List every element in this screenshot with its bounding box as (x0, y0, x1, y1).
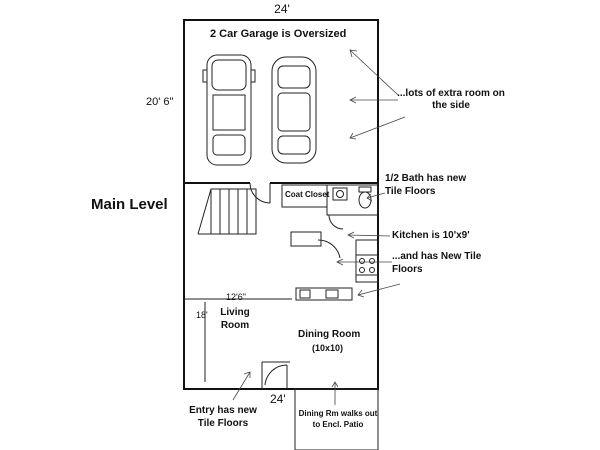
living-room-label: Living Room (220, 307, 250, 331)
kitchen-size-note: Kitchen is 10'x9' (392, 230, 470, 241)
car-icon (203, 55, 255, 165)
sink-icon (326, 290, 338, 298)
door-swing-icon (329, 215, 343, 229)
stove-icon (356, 255, 378, 275)
coat-closet-label: Coat Closet (285, 190, 330, 199)
kitchen-tile-note: ...and has New Tile Floors (392, 251, 482, 275)
stairs-icon (198, 189, 256, 234)
door-swing-icon (250, 183, 270, 203)
level-title: Main Level (91, 196, 168, 213)
kitchen-island (291, 232, 321, 246)
garage-depth-label: 20' 6" (146, 96, 174, 108)
car-icon (272, 57, 316, 163)
living-depth-label: 18' (196, 310, 208, 320)
dining-walks-note: Dining Rm walks out to Encl. Patio (298, 409, 378, 429)
living-width-label: 12'6" (226, 292, 246, 302)
sink-icon (333, 188, 347, 200)
sink-icon (300, 290, 310, 298)
bottom-width-label: 24' (270, 392, 286, 406)
half-bath-note: 1/2 Bath has new Tile Floors (385, 173, 467, 197)
top-width-label: 24' (274, 2, 290, 16)
extra-room-note: ...lots of extra room on the side (397, 88, 505, 111)
entry-tile-note: Entry has new Tile Floors (189, 405, 257, 429)
dining-room-label: Dining Room (298, 329, 361, 340)
door-swing-icon (265, 365, 287, 385)
garage-label: 2 Car Garage is Oversized (210, 28, 347, 40)
dining-size-label: (10x10) (312, 343, 344, 353)
